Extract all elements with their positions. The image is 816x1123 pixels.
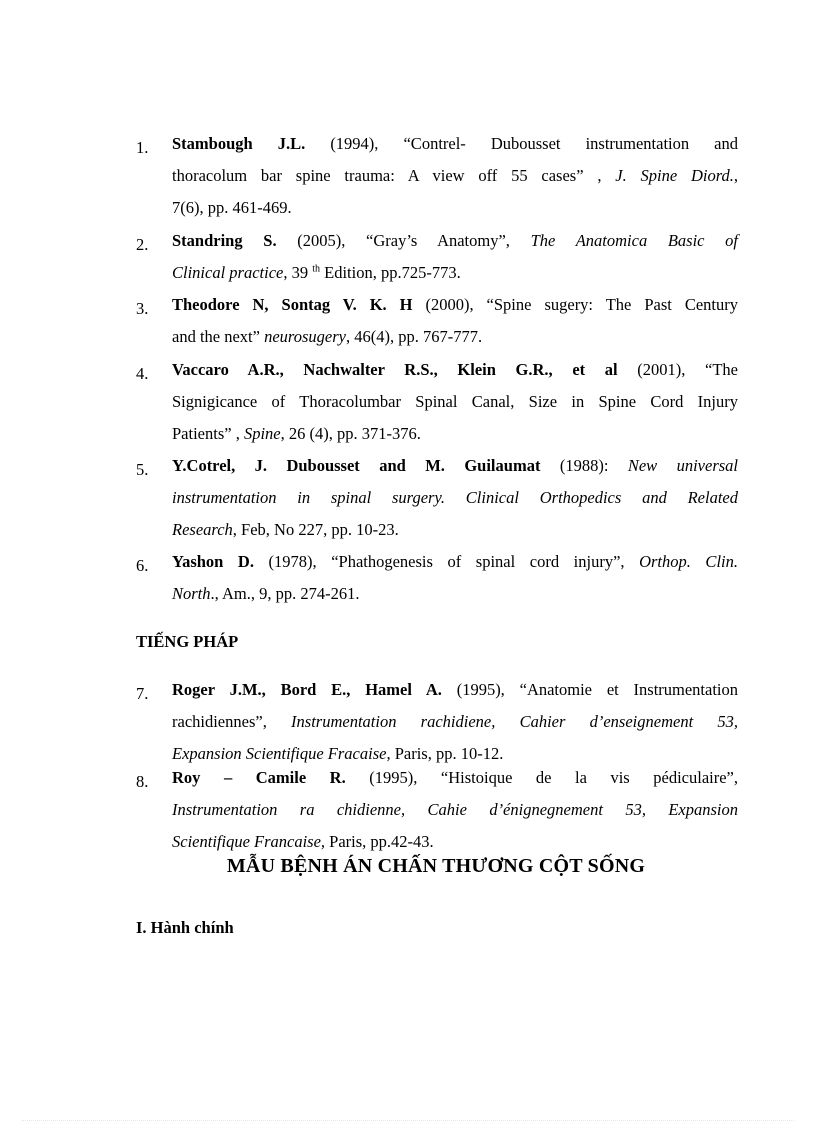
- reference-line: [172, 160, 738, 192]
- reference-detail: (1978), “Phathogenesis of spinal cord injury”,: [253, 552, 640, 571]
- reference-line: [172, 192, 738, 224]
- reference-detail: thoracolum bar spine trauma: A view off 55 cases” ,: [172, 166, 616, 185]
- reference-detail: 7(6), pp. 461-469.: [172, 198, 292, 217]
- reference-line: [172, 289, 738, 321]
- reference-authors: Standring S.: [172, 231, 277, 250]
- reference-line: [172, 514, 738, 546]
- reference-authors: Theodore N, Sontag V. K. H: [172, 295, 413, 314]
- reference-detail: (2000), “Spine sugery: The Past Century: [412, 295, 738, 314]
- reference-detail: , Paris, pp. 10-12.: [386, 744, 504, 763]
- reference-line: [172, 225, 738, 257]
- reference-text: [172, 354, 738, 450]
- reference-source: Instrumentation rachidiene, Cahier d’enseignement 53,: [291, 712, 738, 731]
- reference-line: [172, 794, 738, 826]
- reference-number: 8.: [136, 772, 149, 791]
- reference-line: [172, 450, 738, 482]
- reference-source: Clinical practice: [172, 263, 284, 282]
- reference-entry: [136, 354, 738, 450]
- reference-number: 3.: [136, 299, 149, 318]
- reference-line: [172, 578, 738, 610]
- reference-source: Scientifique Francaise,: [172, 832, 326, 851]
- reference-number: 4.: [136, 364, 149, 383]
- reference-detail: ., Am., 9, pp. 274-261.: [210, 584, 360, 603]
- page-bottom-divider: [22, 1120, 794, 1121]
- reference-text: [172, 674, 738, 770]
- reference-number: 5.: [136, 460, 149, 479]
- reference-number: 1.: [136, 138, 149, 157]
- reference-source: instrumentation in spinal surgery. Clinical Orthopedics and Related: [172, 488, 738, 507]
- reference-authors: Yashon D.: [172, 552, 254, 571]
- reference-line: [172, 706, 738, 738]
- reference-detail: (1994), “Contrel- Dubousset instrumentation and: [305, 134, 739, 153]
- reference-text: [172, 225, 738, 289]
- reference-entry: [136, 289, 738, 353]
- reference-entry: [136, 450, 738, 546]
- reference-source: New universal: [627, 456, 738, 475]
- reference-line: [172, 418, 738, 450]
- reference-source: Spine: [243, 424, 281, 443]
- reference-detail: (1988):: [540, 456, 628, 475]
- reference-entry: [136, 128, 738, 224]
- reference-entry: [136, 674, 738, 770]
- reference-detail: , 26 (4), pp. 371-376.: [280, 424, 421, 443]
- reference-detail: ,: [733, 166, 739, 185]
- reference-detail: (2001), “The: [617, 360, 738, 379]
- form-title: MẪU BỆNH ÁN CHẤN THƯƠNG CỘT SỐNG: [226, 855, 646, 877]
- reference-entry: [136, 546, 738, 610]
- reference-authors: Stambough J.L.: [172, 134, 306, 153]
- reference-authors: Roy – Camile R.: [172, 768, 346, 787]
- reference-authors: Y.Cotrel, J. Dubousset and M. Guilaumat: [172, 456, 541, 475]
- reference-detail: Edition, pp.725-773.: [320, 263, 461, 282]
- reference-text: [172, 762, 738, 858]
- reference-source: Expansion Scientifique Fracaise: [172, 744, 387, 763]
- ordinal-suffix: th: [312, 263, 321, 275]
- reference-text: [172, 546, 738, 610]
- reference-detail: (1995), “Anatomie et Instrumentation: [441, 680, 739, 699]
- reference-detail: , 39: [283, 263, 313, 282]
- reference-number: 7.: [136, 684, 149, 703]
- section-administrative-heading: I. Hành chính: [136, 918, 234, 937]
- reference-number: 2.: [136, 235, 149, 254]
- reference-line: [172, 482, 738, 514]
- reference-authors: Vaccaro A.R., Nachwalter R.S., Klein G.R., et al: [172, 360, 618, 379]
- reference-source: Instrumentation ra chidienne, Cahie d’énignegnement 53, Expansion: [172, 800, 738, 819]
- reference-line: [172, 321, 738, 353]
- reference-detail: , Feb, No 227, pp. 10-23.: [232, 520, 399, 539]
- reference-number: 6.: [136, 556, 149, 575]
- reference-source: The Anatomica Basic of: [530, 231, 738, 250]
- reference-text: [172, 450, 738, 546]
- reference-line: [172, 546, 738, 578]
- reference-line: [172, 762, 738, 794]
- reference-detail: , 46(4), pp. 767-777.: [345, 327, 483, 346]
- french-references-heading: TIẾNG PHÁP: [136, 632, 239, 651]
- reference-line: [172, 674, 738, 706]
- reference-detail: Signigicance of Thoracolumbar Spinal Canal, Size in Spine Cord Injury: [172, 392, 738, 411]
- reference-line: [172, 354, 738, 386]
- reference-source: J. Spine Diord.: [615, 166, 734, 185]
- reference-text: [172, 128, 738, 224]
- reference-source: neurosugery: [264, 327, 346, 346]
- reference-detail: and the next”: [172, 327, 265, 346]
- reference-line: [172, 826, 738, 858]
- reference-detail: rachidiennes”,: [172, 712, 292, 731]
- reference-source: Research: [172, 520, 233, 539]
- reference-detail: (1995), “Histoique de la vis pédiculaire”,: [345, 768, 739, 787]
- reference-detail: (2005), “Gray’s Anatomy”,: [276, 231, 531, 250]
- reference-detail: Patients” ,: [172, 424, 244, 443]
- reference-text: [172, 289, 738, 353]
- reference-detail: Paris, pp.42-43.: [325, 832, 434, 851]
- reference-entry: [136, 225, 738, 289]
- reference-line: [172, 128, 738, 160]
- reference-authors: Roger J.M., Bord E., Hamel A.: [172, 680, 442, 699]
- reference-entry: [136, 762, 738, 858]
- reference-line: [172, 386, 738, 418]
- reference-line: [172, 257, 738, 289]
- reference-source: Orthop. Clin.: [639, 552, 738, 571]
- reference-source: North: [172, 584, 211, 603]
